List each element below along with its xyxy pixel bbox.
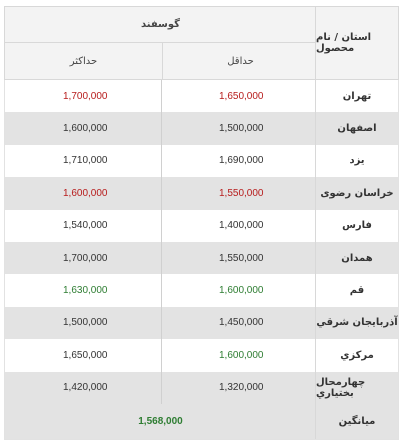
province-cell: قم — [315, 274, 398, 306]
max-price-cell: 1,710,000 — [5, 145, 162, 177]
average-label: میانگین — [315, 404, 398, 439]
min-price-cell: 1,400,000 — [219, 220, 264, 232]
min-price-cell: 1,500,000 — [219, 123, 264, 135]
table-row — [4, 372, 399, 404]
max-price-cell: 1,540,000 — [5, 210, 162, 242]
province-cell: فارس — [315, 210, 398, 242]
table-header — [4, 6, 399, 80]
table-row — [4, 112, 399, 144]
max-price-cell: 1,650,000 — [5, 339, 162, 371]
table-row — [4, 242, 399, 274]
min-price-cell: 1,320,000 — [219, 382, 264, 394]
min-price-cell: 1,550,000 — [219, 252, 264, 264]
min-price-cell: 1,550,000 — [219, 187, 264, 199]
max-price-cell: 1,420,000 — [5, 372, 162, 404]
product-group-header: گوسفند — [5, 7, 316, 43]
max-price-cell: 1,630,000 — [5, 274, 162, 306]
table-row — [4, 210, 399, 242]
table-body — [4, 80, 399, 404]
min-price-cell: 1,450,000 — [219, 317, 264, 329]
min-price-cell: 1,600,000 — [219, 349, 264, 361]
max-price-cell: 1,700,000 — [5, 242, 162, 274]
table-row — [4, 339, 399, 371]
province-cell: چهارمحال بختياري — [315, 372, 398, 404]
max-price-cell: 1,600,000 — [5, 112, 162, 144]
province-column-header: استان / نام محصول — [315, 7, 398, 79]
max-price-cell: 1,600,000 — [5, 177, 162, 209]
min-price-cell: 1,650,000 — [219, 90, 264, 102]
min-column-header: حداقل — [227, 55, 254, 67]
min-price-cell: 1,600,000 — [219, 285, 264, 297]
province-cell: مرکزي — [315, 339, 398, 371]
province-cell: تهران — [315, 80, 398, 112]
average-value: 1,568,000 — [138, 415, 183, 427]
province-cell: همدان — [315, 242, 398, 274]
table-row — [4, 307, 399, 339]
table-row — [4, 274, 399, 306]
table-row — [4, 177, 399, 209]
min-price-cell: 1,690,000 — [219, 155, 264, 167]
max-price-cell: 1,500,000 — [5, 307, 162, 339]
province-cell: یزد — [315, 145, 398, 177]
table-row — [4, 80, 399, 112]
province-cell: آذربایجان شرقي — [315, 307, 398, 339]
province-cell: اصفهان — [315, 112, 398, 144]
max-column-header: حداکثر — [5, 43, 163, 79]
table-row — [4, 145, 399, 177]
price-table — [4, 6, 399, 440]
province-cell: خراسان رضوی — [315, 177, 398, 209]
average-row — [4, 404, 399, 440]
max-price-cell: 1,700,000 — [5, 80, 162, 112]
